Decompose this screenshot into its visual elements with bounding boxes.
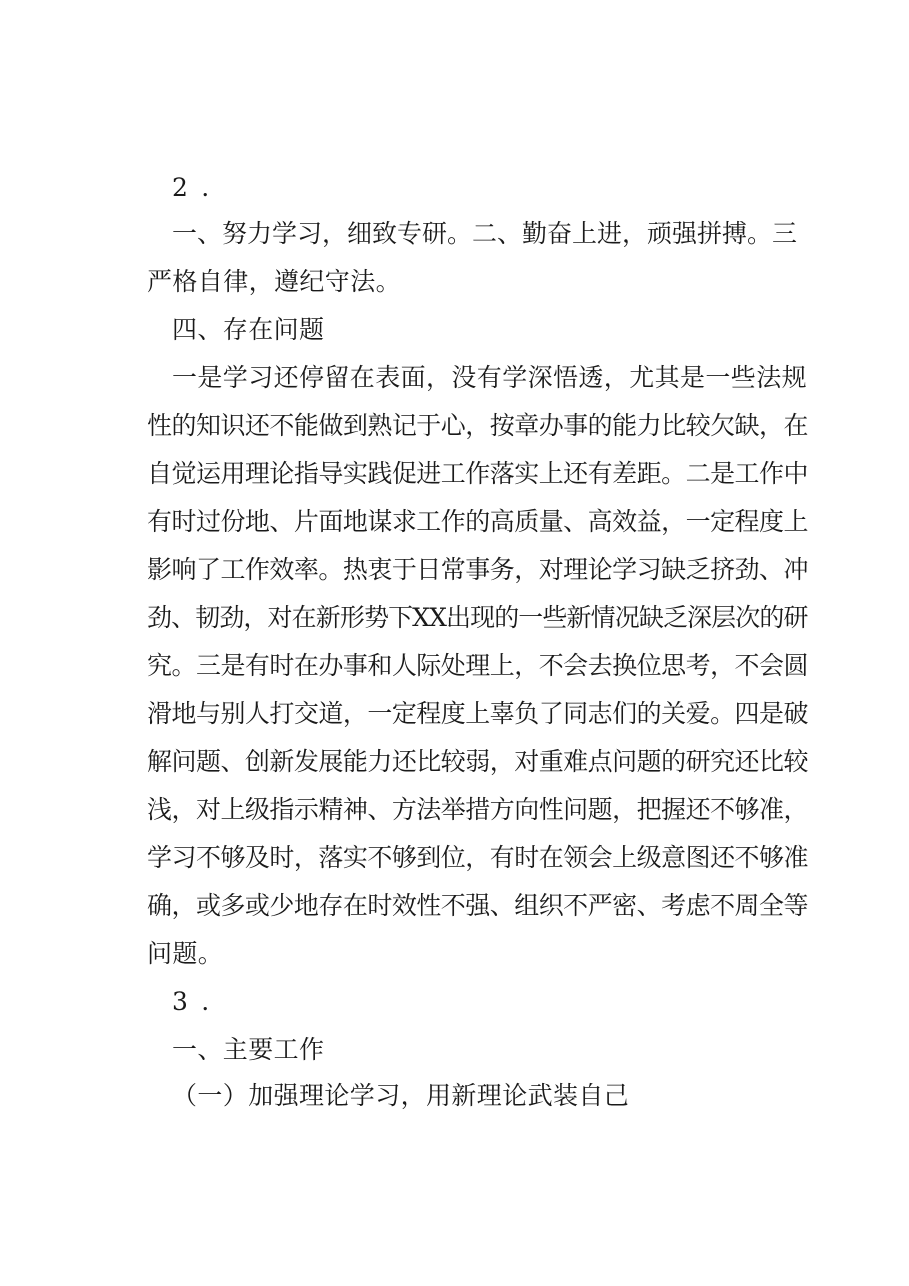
paragraph-line: 严格自律，遵纪守法。 bbox=[147, 267, 402, 296]
sub-heading: （一）加强理论学习，用新理论武装自己 bbox=[172, 1081, 630, 1110]
paragraph-line: 一是学习还停留在表面，没有学深悟透，尤其是一些法规 bbox=[172, 363, 808, 392]
paragraph-line: 一、努力学习，细致专研。二、勤奋上进，顽强拼搏。三 bbox=[172, 219, 798, 248]
paragraph-line: 问题。 bbox=[147, 939, 224, 968]
paragraph-line: 究。三是有时在办事和人际处理上，不会去换位思考，不会圆 bbox=[147, 651, 809, 680]
paragraph-line: 性的知识还不能做到熟记于心，按章办事的能力比较欠缺，在 bbox=[147, 411, 809, 440]
section-heading: 四、存在问题 bbox=[172, 315, 325, 344]
paragraph-line: 有时过份地、片面地谋求工作的高质量、高效益，一定程度上 bbox=[147, 507, 809, 536]
section-heading: 一、主要工作 bbox=[172, 1035, 325, 1064]
paragraph-line: 滑地与别人打交道，一定程度上辜负了同志们的关爱。四是破 bbox=[147, 699, 809, 728]
paragraph-line: 影响了工作效率。热衷于日常事务，对理论学习缺乏挤劲、冲 bbox=[147, 555, 809, 584]
paragraph-line: 劲、韧劲，对在新形势下XX出现的一些新情况缺乏深层次的研 bbox=[147, 603, 808, 632]
section-number: 2. bbox=[172, 173, 223, 202]
paragraph-line: 浅，对上级指示精神、方法举措方向性问题，把握还不够准， bbox=[147, 795, 809, 824]
section-number: 3. bbox=[172, 987, 223, 1016]
paragraph-line: 自觉运用理论指导实践促进工作落实上还有差距。二是工作中 bbox=[147, 459, 809, 488]
paragraph-line: 解问题、创新发展能力还比较弱，对重难点问题的研究还比较 bbox=[147, 747, 809, 776]
paragraph-line: 确，或多或少地存在时效性不强、组织不严密、考虑不周全等 bbox=[147, 891, 809, 920]
paragraph-line: 学习不够及时，落实不够到位，有时在领会上级意图还不够准 bbox=[147, 843, 809, 872]
